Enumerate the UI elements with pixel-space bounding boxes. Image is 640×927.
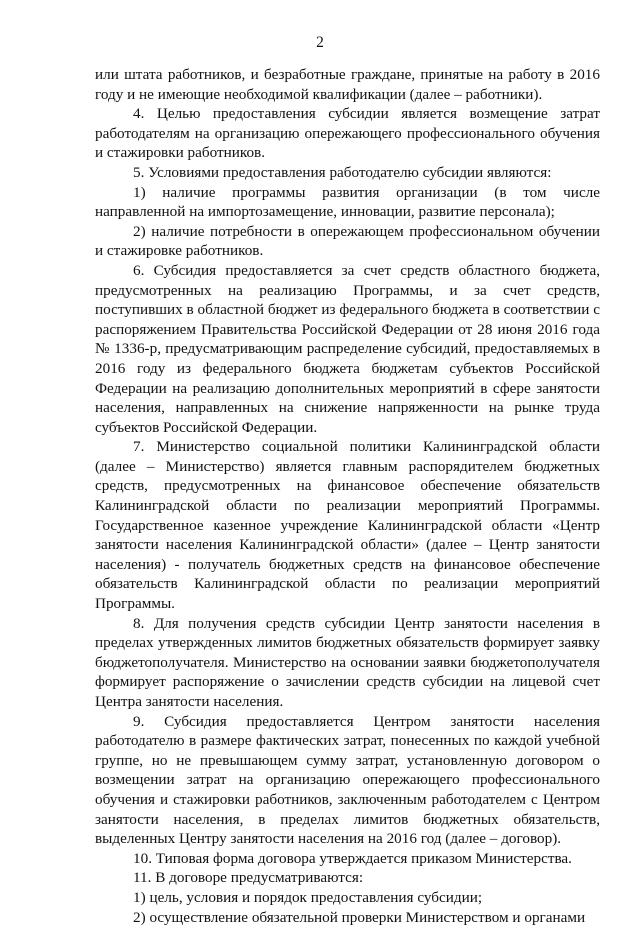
paragraph-item-11-2: 2) осуществление обязательной проверки Министерством и органами xyxy=(133,908,586,926)
paragraph-item-10: 10. Типовая форма договора утверждается приказом Министерства. xyxy=(133,849,572,867)
paragraph-item-9: 9. Субсидия предоставляется Центром занятости населения работодателю в размере фактических затрат, понесенных по каждой учебной группе, но не превышающем сумму затрат, установленную договором о возмещении затрат на организацию опережающего профессионального обучения и стажировки работников, заключенным работодателем с Центром занятости населения, в пределах лимитов бюджетных обязательств, выделенных Центру занятости населения на 2016 год (далее – договор). xyxy=(95,712,600,848)
paragraph-item-7: 7. Министерство социальной политики Калининградской области (далее – Министерство) является главным распорядителем бюджетных средств, предусмотренных на финансовое обеспечение обязательств Калининградской области по реализации мероприятий Программы. Государственное казенное учреждение Калининградской области «Центр занятости населения Калининградской области» (далее – Центр занятости населения) - получатель бюджетных средств на финансовое обеспечение обязательств Калининградской области по реализации мероприятий Программы. xyxy=(95,438,600,613)
paragraph-item-11-1: 1) цель, условия и порядок предоставления субсидии; xyxy=(133,888,483,906)
paragraph-item-5-1: 1) наличие программы развития организации (в том числе направленной на импортозамещение, инновации, развитие персонала); xyxy=(95,183,600,221)
document-body xyxy=(95,65,600,927)
paragraph-item-6: 6. Субсидия предоставляется за счет средств областного бюджета, предусмотренных на реализацию Программы, и за счет средств, поступивших в областной бюджет из федерального бюджета в соответствии с распоряжением Правительства Российской Федерации от 28 июня 2016 года № 1336-р, предусматривающим распределение субсидий, предоставляемых в 2016 году из федерального бюджета бюджетам субъектов Российской Федерации на реализацию дополнительных мероприятий в сфере занятости населения, направленных на снижение напряженности на рынке труда субъектов Российской Федерации. xyxy=(95,261,600,436)
paragraph-item-5-2: 2) наличие потребности в опережающем профессиональном обучении и стажировке работников. xyxy=(95,222,600,260)
paragraph-item-8: 8. Для получения средств субсидии Центр занятости населения в пределах утвержденных лимитов бюджетных обязательств формирует заявку бюджетополучателя. Министерство на основании заявки бюджетополучателя формирует распоряжение о зачислении средств субсидии на лицевой счет Центра занятости населения. xyxy=(95,614,600,710)
page-number: 2 xyxy=(316,34,324,51)
paragraph-continuation: или штата работников, и безработные граждане, принятые на работу в 2016 году и не имеющие необходимой квалификации (далее – работники). xyxy=(95,66,600,103)
paragraph-item-11: 11. В договоре предусматриваются: xyxy=(133,869,364,887)
paragraph-item-4: 4. Целью предоставления субсидии является возмещение затрат работодателям на организацию опережающего профессионального обучения и стажировки работников. xyxy=(95,105,600,162)
paragraph-item-5: 5. Условиями предоставления работодателю субсидии являются: xyxy=(133,163,552,181)
